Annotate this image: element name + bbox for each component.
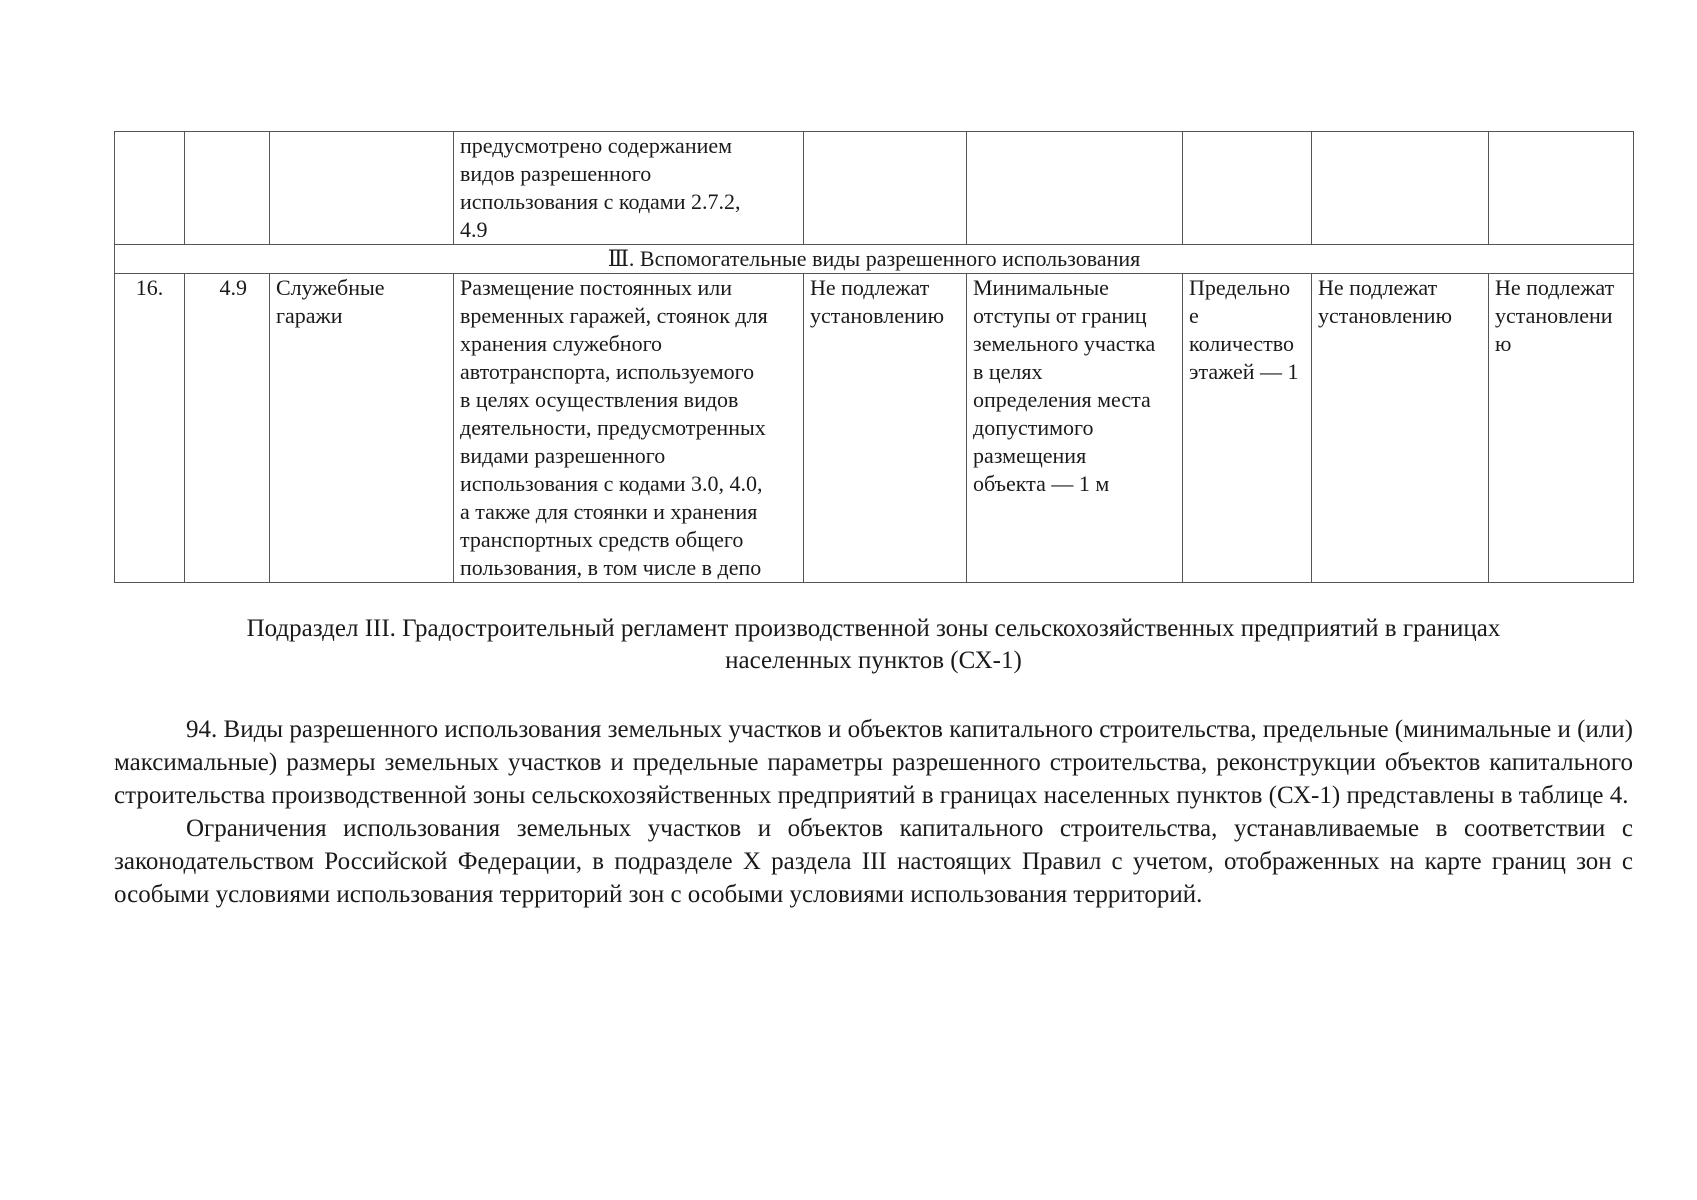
table-cell-code: 4.9 [185,274,270,583]
table-cell-description: Размещение постоянных или временных гаражей, стоянок для хранения служебного автотранспорта, используемого в целях осуществления видов деятельности, предусмотренных видами разрешенного использования с кодами 3.0, 4.0, а также для стоянки и хранения транспортных средств общего пользования, в том числе в депо [454,274,804,583]
subsection-heading: Подраздел III. Градостроительный регламент производственной зоны сельскохозяйственных предприятий в границах населенных пунктов (СХ-1) [246,615,1501,674]
paragraph-94: 94. Виды разрешенного использования земельных участков и объектов капитального строительства, предельные (минимальные и (или) максимальные) размеры земельных участков и предельные параметры разрешенного строительства, реконструкции объектов капитального строительства производственной зоны сельскохозяйственных предприятий в границах населенных пунктов (СХ-1) представлены в таблице 4. [114,716,1633,809]
table-cell [185,132,270,245]
table-row-continuation [115,132,1634,245]
table-cell-number: 16. [115,274,185,583]
table-cell [1489,132,1634,245]
table-cell-description: предусмотрено содержанием видов разрешенного использования с кодами 2.7.2, 4.9 [454,132,804,245]
table-cell [804,132,967,245]
table-cell [967,132,1183,245]
table-cell [1183,132,1312,245]
table-cell-other: Не подлежат установлени ю [1489,274,1634,583]
table-cell-name: Служебные гаражи [270,274,454,583]
body-text [114,713,1633,911]
table-section-title: Ⅲ. Вспомогательные виды разрешенного использования [115,245,1634,274]
table-cell-floors: Предельно е количество этажей — 1 [1183,274,1312,583]
table-cell-setback: Минимальные отступы от границ земельного участка в целях определения места допустимого размещения объекта — 1 м [967,274,1183,583]
table-cell [270,132,454,245]
paragraph-restrictions: Ограничения использования земельных участков и объектов капитального строительства, устанавливаемые в соответствии с законодательством Российской Федерации, в подразделе X раздела III настоящих Правил с учетом, отображенных на карте границ зон с особыми условиями использования территорий зон с особыми условиями использования территорий. [114,815,1633,908]
table-section-row [115,245,1634,274]
table-cell [1312,132,1489,245]
table-cell [115,132,185,245]
land-use-table [114,131,1634,583]
table-cell-coverage: Не подлежат установлению [1312,274,1489,583]
table-row [115,274,1634,583]
table-cell-plot-size: Не подлежат установлению [804,274,967,583]
